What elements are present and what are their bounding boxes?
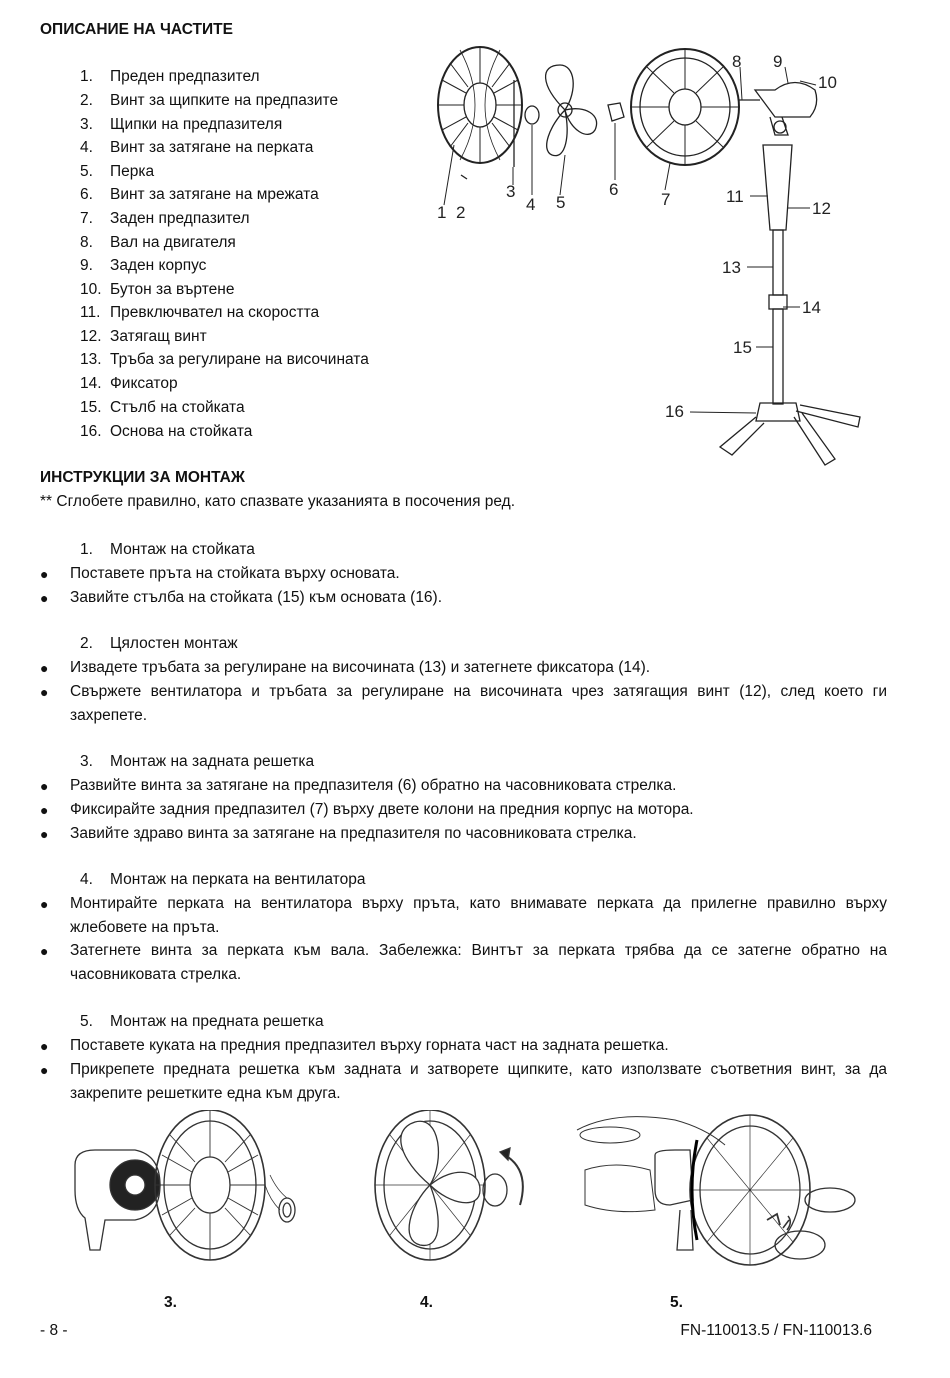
bullet: ● <box>40 802 49 818</box>
diagram-label: 9 <box>773 52 783 71</box>
diagram-label: 8 <box>732 52 742 71</box>
bullet: ● <box>40 1062 49 1078</box>
assembly-note: ** Сглобете правилно, като спазвате указанията в посочения ред. <box>40 493 516 510</box>
step-bullet-text: Развийте винта за затягане на предпазителя (6) обратно на часовниковата стрелка. <box>70 777 677 794</box>
step-bullet-text: Извадете тръбата за регулиране на височината (13) и затегнете фиксатора (14). <box>70 659 651 676</box>
diagram-label: 2 <box>456 203 466 222</box>
motor-housing-drawing <box>738 83 817 136</box>
diagram-label: 5 <box>556 193 566 212</box>
bullet: ● <box>40 826 49 842</box>
model-number: FN-110013.5 / FN-110013.6 <box>680 1322 872 1339</box>
diagram-label: 13 <box>722 258 741 277</box>
figure-5-drawing <box>577 1115 855 1265</box>
step-bullet-text: Свържете вентилатора и тръбата за регулиране на височината чрез затягащия винт (12), след което ги захрепете. <box>70 683 887 724</box>
diagram-label: 7 <box>661 190 671 209</box>
figure-4-label: 4. <box>420 1294 433 1311</box>
page-number: - 8 - <box>40 1322 68 1339</box>
diagram-label: 12 <box>812 199 831 218</box>
step-bullet-text: Фиксирайте задния предпазител (7) върху двете колони на предния корпус на мотора. <box>70 801 694 818</box>
bullet: ● <box>40 778 49 794</box>
diagram-label: 16 <box>665 402 684 421</box>
bullet: ● <box>40 566 49 582</box>
diagram-label: 11 <box>726 187 744 206</box>
step-bullet-text: Поставете куката на предния предпазител върху горната част на задната решетка. <box>70 1037 669 1054</box>
fan-blade-drawing <box>546 65 597 156</box>
parts-heading: ОПИСАНИЕ НА ЧАСТИТЕ <box>40 21 233 38</box>
step-bullet-text: Монтирайте перката на вентилатора върху пръта, като внимавате перката да прилегне правилно върху жлебовете на пръта. <box>70 895 887 936</box>
bullet: ● <box>40 590 49 606</box>
bullet: ● <box>40 684 49 700</box>
bullet: ● <box>40 660 49 676</box>
step-bullet-text: Затегнете винта за перката към вала. Забележка: Винтът за перката трябва да се затегне обратно на часовниковата стрелка. <box>70 942 887 983</box>
diagram-label: 6 <box>609 180 619 199</box>
diagram-label: 10 <box>818 73 837 92</box>
diagram-label: 3 <box>506 182 516 201</box>
diagram-label: 14 <box>802 298 821 317</box>
diagram-label: 4 <box>526 195 536 214</box>
step-bullet-text: Прикрепете предната решетка към задната и затворете щипките, като използвате съответния винт, за да закрепите решетките една към друга. <box>70 1061 887 1102</box>
figure-3-label: 3. <box>164 1294 177 1311</box>
step-bullet-text: Завийте стълба на стойката (15) към основата (16). <box>70 589 443 606</box>
figure-3-drawing <box>75 1110 295 1260</box>
assembly-figures <box>65 1110 885 1295</box>
diagram-label: 1 <box>437 203 447 222</box>
exploded-fan-diagram <box>420 45 890 495</box>
rear-guard-drawing <box>631 49 742 165</box>
step-bullet-text: Завийте здраво винта за затягане на предпазителя по часовниковата стрелка. <box>70 825 637 842</box>
assembly-heading: ИНСТРУКЦИИ ЗА МОНТАЖ <box>40 469 245 486</box>
front-guard-drawing <box>438 47 522 163</box>
bullet: ● <box>40 1038 49 1054</box>
diagram-label: 15 <box>733 338 752 357</box>
bullet: ● <box>40 943 49 959</box>
bullet: ● <box>40 896 49 912</box>
step-bullet-text: Поставете пръта на стойката върху основата. <box>70 565 400 582</box>
figure-5-label: 5. <box>670 1294 683 1311</box>
figure-4-drawing <box>375 1110 523 1260</box>
